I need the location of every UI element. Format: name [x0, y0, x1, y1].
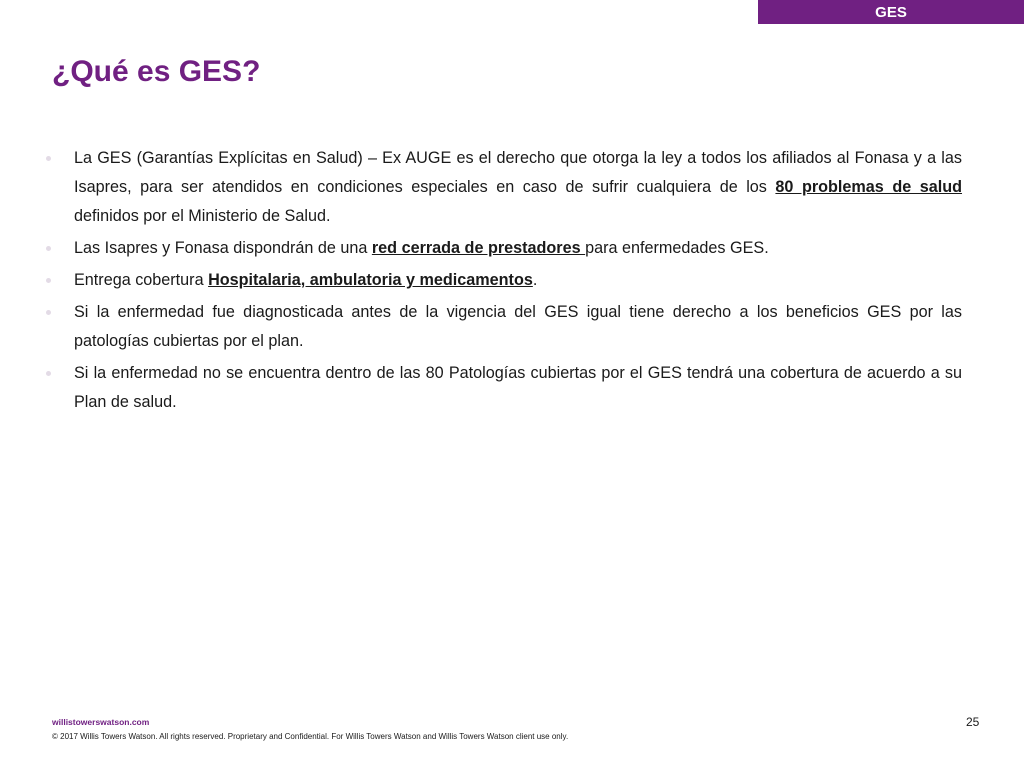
- bullet-item: [46, 234, 962, 263]
- bullet-item: [46, 144, 962, 231]
- bullet-dot-icon: [46, 246, 51, 251]
- bullet-item: [46, 298, 962, 356]
- bullet-emphasis: red cerrada de prestadores: [371, 239, 586, 257]
- bullet-text: Si la enfermedad no se encuentra dentro de las 80 Patologías cubiertas por el GES tendrá una cobertura de acuerdo a su Plan de salud.: [74, 364, 962, 411]
- bullet-text: Si la enfermedad fue diagnosticada antes de la vigencia del GES igual tiene derecho a los beneficios GES por las patologías cubiertas por el plan.: [74, 303, 962, 350]
- bullet-text: Las Isapres y Fonasa dispondrán de una: [74, 239, 372, 257]
- bullet-text: definidos por el Ministerio de Salud.: [74, 207, 331, 225]
- bullet-dot-icon: [46, 278, 51, 283]
- section-tag: GES: [758, 0, 1024, 24]
- bullet-dot-icon: [46, 310, 51, 315]
- bullet-text: .: [532, 271, 538, 289]
- page-number: 25: [966, 715, 980, 729]
- bullet-item: [46, 359, 962, 417]
- bullet-dot-icon: [46, 156, 51, 161]
- bullet-emphasis: Hospitalaria, ambulatoria y medicamentos: [208, 271, 533, 289]
- bullet-item: [46, 266, 962, 295]
- bullet-emphasis: 80 problemas de salud: [775, 178, 963, 196]
- bullet-dot-icon: [46, 371, 51, 376]
- bullet-text: para enfermedades GES.: [585, 239, 769, 257]
- bullet-text: Entrega cobertura: [74, 271, 209, 289]
- bullet-text: La GES (Garantías Explícitas en Salud) – Ex AUGE es el derecho que otorga la ley a todos los afiliados al Fonasa y a las Isapres, para ser atendidos en condiciones especiales en caso de sufrir cualquiera de los: [74, 149, 962, 196]
- bullet-list: [46, 144, 962, 420]
- footer-url: willistowerswatson.com: [52, 717, 150, 727]
- slide-title: ¿Qué es GES?: [52, 55, 261, 88]
- footer-copyright: © 2017 Willis Towers Watson. All rights reserved. Proprietary and Confidential. For Willis Towers Watson and Willis Towers Watson client use only.: [52, 732, 569, 741]
